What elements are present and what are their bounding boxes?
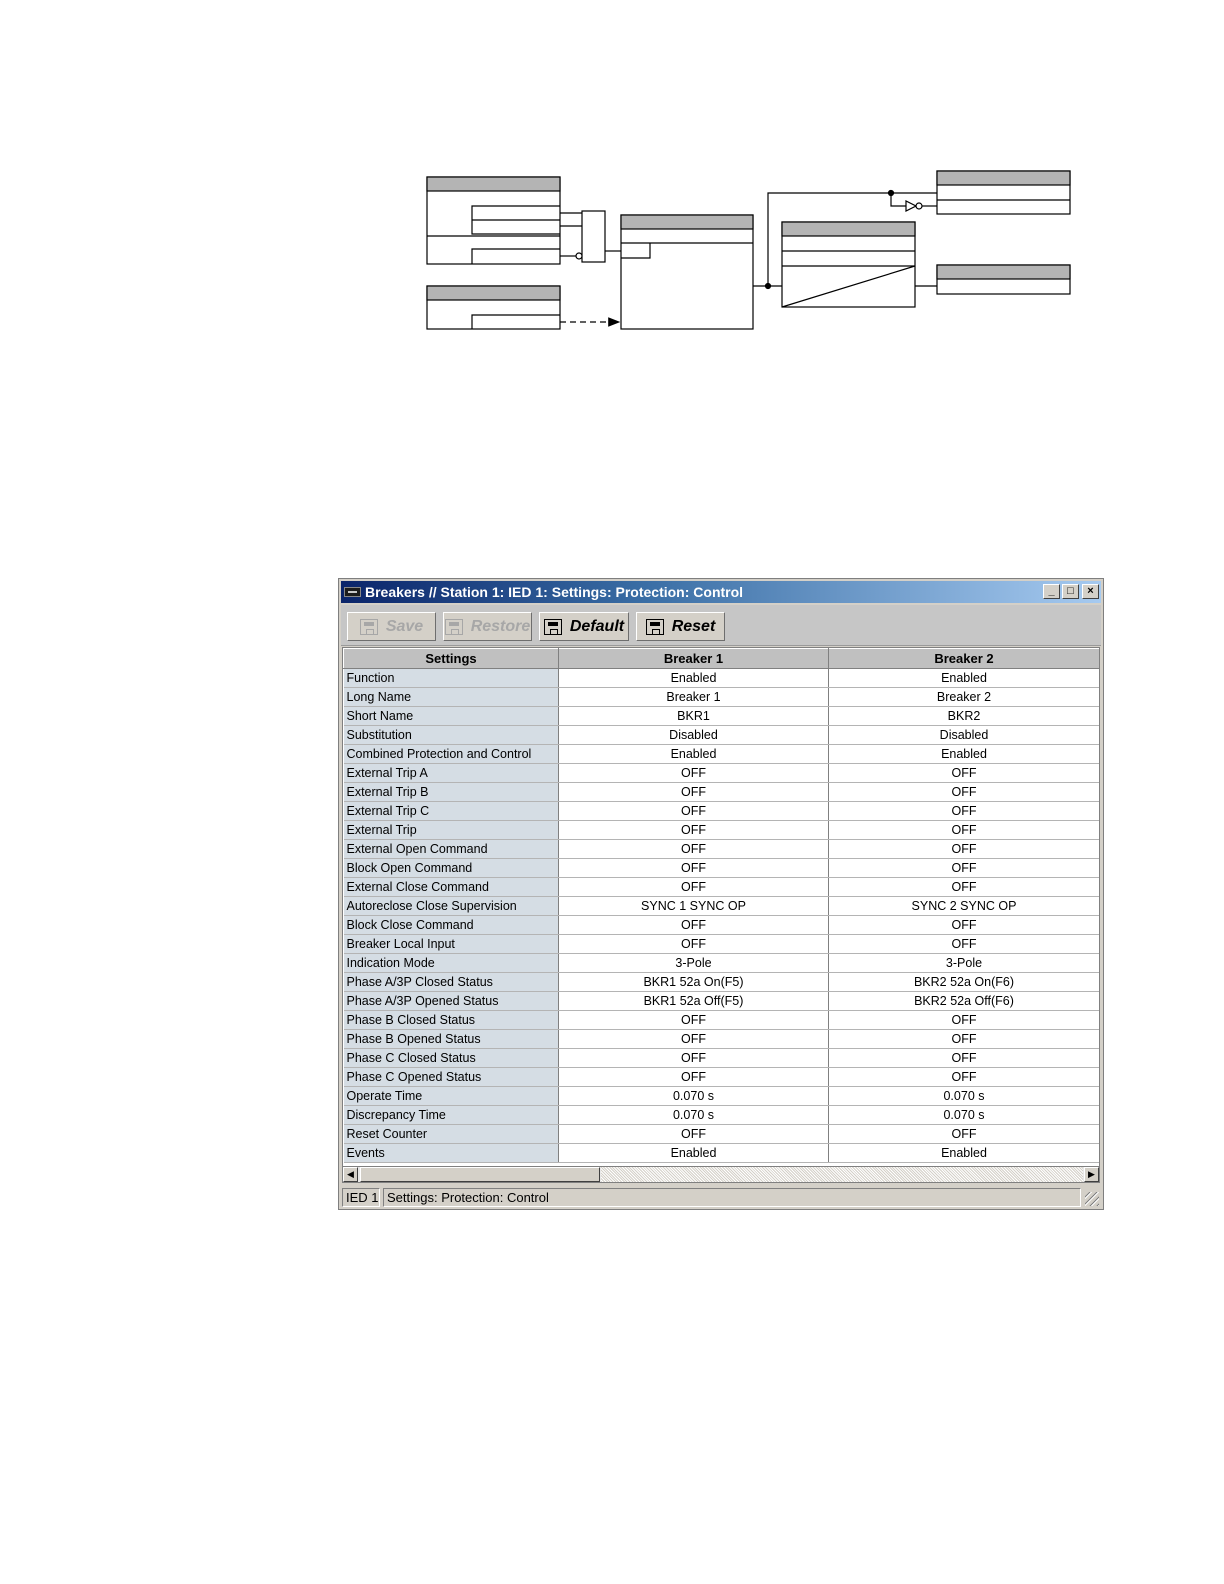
breaker-2-value-cell[interactable]: OFF (829, 1049, 1100, 1068)
breaker-1-value-cell[interactable]: OFF (559, 764, 829, 783)
setting-name-cell: Indication Mode (344, 954, 559, 973)
table-row[interactable] (344, 840, 1100, 859)
breaker-1-value-cell[interactable]: OFF (559, 878, 829, 897)
settings-window (338, 578, 1104, 1210)
breaker-1-value-cell[interactable]: 0.070 s (559, 1106, 829, 1125)
breaker-2-value-cell[interactable]: 0.070 s (829, 1106, 1100, 1125)
breaker-2-value-cell[interactable]: OFF (829, 859, 1100, 878)
setting-name-cell: Function (344, 669, 559, 688)
maximize-button[interactable]: □ (1062, 584, 1079, 599)
breaker-2-value-cell[interactable]: Enabled (829, 1144, 1100, 1163)
save-button[interactable] (347, 612, 436, 641)
setting-name-cell: Block Close Command (344, 916, 559, 935)
table-row[interactable] (344, 1030, 1100, 1049)
breaker-2-value-cell[interactable]: OFF (829, 802, 1100, 821)
breaker-1-value-cell[interactable]: OFF (559, 840, 829, 859)
setting-name-cell: Phase C Opened Status (344, 1068, 559, 1087)
reset-button[interactable] (636, 612, 725, 641)
horizontal-scrollbar[interactable] (342, 1166, 1100, 1183)
breaker-1-value-cell[interactable]: OFF (559, 916, 829, 935)
app-icon (344, 587, 361, 597)
table-row[interactable] (344, 935, 1100, 954)
table-row[interactable] (344, 954, 1100, 973)
breaker-1-value-cell[interactable]: Enabled (559, 669, 829, 688)
default-icon (544, 619, 562, 635)
breaker-2-value-cell[interactable]: Breaker 2 (829, 688, 1100, 707)
setting-name-cell: Phase A/3P Opened Status (344, 992, 559, 1011)
breaker-1-value-cell[interactable]: OFF (559, 859, 829, 878)
setting-name-cell: Discrepancy Time (344, 1106, 559, 1125)
breaker-2-value-cell[interactable]: OFF (829, 916, 1100, 935)
breaker-1-value-cell[interactable]: 0.070 s (559, 1087, 829, 1106)
breaker-1-value-cell[interactable]: OFF (559, 783, 829, 802)
breaker-2-value-cell[interactable]: OFF (829, 1068, 1100, 1087)
setting-name-cell: External Trip B (344, 783, 559, 802)
close-button[interactable]: × (1082, 584, 1099, 599)
settings-grid (342, 647, 1100, 1167)
table-row[interactable] (344, 821, 1100, 840)
breaker-2-value-cell[interactable]: OFF (829, 1011, 1100, 1030)
status-bar (341, 1186, 1101, 1208)
setting-name-cell: Reset Counter (344, 1125, 559, 1144)
breaker-1-value-cell[interactable]: OFF (559, 1030, 829, 1049)
table-row[interactable] (344, 745, 1100, 764)
setting-name-cell: External Trip C (344, 802, 559, 821)
breaker-2-value-cell[interactable]: Disabled (829, 726, 1100, 745)
breaker-1-value-cell[interactable]: Disabled (559, 726, 829, 745)
window-title: Breakers // Station 1: IED 1: Settings: Protection: Control (365, 584, 744, 600)
table-row[interactable] (344, 802, 1100, 821)
setting-name-cell: External Trip (344, 821, 559, 840)
reset-label: Reset (671, 617, 716, 635)
setting-name-cell: Phase A/3P Closed Status (344, 973, 559, 992)
breaker-1-value-cell[interactable]: OFF (559, 1049, 829, 1068)
table-row[interactable] (344, 1049, 1100, 1068)
breaker-1-value-cell[interactable]: OFF (559, 802, 829, 821)
column-header-breaker-2[interactable]: Breaker 2 (829, 649, 1100, 669)
table-row[interactable] (344, 1106, 1100, 1125)
table-header-row (344, 649, 1100, 669)
table-row[interactable] (344, 1144, 1100, 1163)
setting-name-cell: Short Name (344, 707, 559, 726)
breaker-1-value-cell[interactable]: 3-Pole (559, 954, 829, 973)
restore-icon (445, 619, 463, 635)
breaker-2-value-cell[interactable]: OFF (829, 1030, 1100, 1049)
breaker-1-value-cell[interactable]: OFF (559, 1068, 829, 1087)
table-row[interactable] (344, 1068, 1100, 1087)
toolbar (341, 605, 1101, 646)
table-row[interactable] (344, 764, 1100, 783)
breaker-2-value-cell[interactable]: OFF (829, 764, 1100, 783)
breaker-2-value-cell[interactable]: OFF (829, 783, 1100, 802)
table-row[interactable] (344, 992, 1100, 1011)
diagram-block-output-2 (937, 265, 1070, 294)
breaker-2-value-cell[interactable]: OFF (829, 935, 1100, 954)
table-row[interactable] (344, 688, 1100, 707)
diagram-block-output-1 (891, 171, 1070, 214)
breaker-1-value-cell[interactable]: BKR1 52a Off(F5) (559, 992, 829, 1011)
breaker-2-value-cell[interactable]: OFF (829, 1125, 1100, 1144)
setting-name-cell: Operate Time (344, 1087, 559, 1106)
breaker-2-value-cell[interactable]: OFF (829, 878, 1100, 897)
breaker-1-value-cell[interactable]: SYNC 1 SYNC OP (559, 897, 829, 916)
table-row[interactable] (344, 973, 1100, 992)
breaker-2-value-cell[interactable]: BKR2 52a Off(F6) (829, 992, 1100, 1011)
breaker-1-value-cell[interactable]: OFF (559, 1125, 829, 1144)
setting-name-cell: Phase B Opened Status (344, 1030, 559, 1049)
table-row[interactable] (344, 859, 1100, 878)
breaker-1-value-cell[interactable]: BKR1 52a On(F5) (559, 973, 829, 992)
breaker-2-value-cell[interactable]: BKR2 52a On(F6) (829, 973, 1100, 992)
setting-name-cell: Phase B Closed Status (344, 1011, 559, 1030)
breaker-2-value-cell[interactable]: SYNC 2 SYNC OP (829, 897, 1100, 916)
settings-table (343, 648, 1100, 1163)
default-label: Default (569, 617, 625, 635)
default-button[interactable] (539, 612, 629, 641)
restore-button[interactable] (443, 612, 532, 641)
table-row[interactable] (344, 878, 1100, 897)
setting-name-cell: Phase C Closed Status (344, 1049, 559, 1068)
setting-name-cell: Breaker Local Input (344, 935, 559, 954)
breaker-1-value-cell[interactable]: OFF (559, 821, 829, 840)
breaker-2-value-cell[interactable]: Enabled (829, 669, 1100, 688)
diagram-or-gate (560, 211, 621, 262)
table-row[interactable] (344, 1011, 1100, 1030)
table-row[interactable] (344, 916, 1100, 935)
column-header-breaker-1[interactable]: Breaker 1 (559, 649, 829, 669)
breaker-2-value-cell[interactable]: OFF (829, 821, 1100, 840)
diagram-block-input-1 (427, 177, 560, 264)
setting-name-cell: External Trip A (344, 764, 559, 783)
diagram-block-input-2 (427, 286, 619, 329)
breaker-1-value-cell[interactable]: Enabled (559, 1144, 829, 1163)
breaker-2-value-cell[interactable]: Enabled (829, 745, 1100, 764)
save-label: Save (385, 617, 424, 635)
breaker-2-value-cell[interactable]: OFF (829, 840, 1100, 859)
diagram-block-timer (782, 222, 937, 307)
setting-name-cell: Block Open Command (344, 859, 559, 878)
status-device: IED 1 (342, 1188, 380, 1207)
setting-name-cell: Combined Protection and Control (344, 745, 559, 764)
breaker-2-value-cell[interactable]: 3-Pole (829, 954, 1100, 973)
breaker-2-value-cell[interactable]: 0.070 s (829, 1087, 1100, 1106)
scroll-thumb[interactable] (360, 1167, 600, 1182)
scroll-right-arrow-icon[interactable]: ▶ (1084, 1167, 1099, 1182)
setting-name-cell: External Close Command (344, 878, 559, 897)
resize-grip-icon[interactable] (1085, 1192, 1099, 1206)
setting-name-cell: Events (344, 1144, 559, 1163)
scroll-left-arrow-icon[interactable]: ◀ (343, 1167, 358, 1182)
logic-diagram (0, 0, 1224, 360)
title-bar[interactable] (341, 581, 1101, 603)
breaker-1-value-cell[interactable]: OFF (559, 935, 829, 954)
settings-table-body (344, 669, 1100, 1163)
table-row[interactable] (344, 1087, 1100, 1106)
table-row[interactable] (344, 897, 1100, 916)
column-header-settings[interactable]: Settings (344, 649, 559, 669)
table-row[interactable] (344, 1125, 1100, 1144)
setting-name-cell: Substitution (344, 726, 559, 745)
breaker-1-value-cell[interactable]: Enabled (559, 745, 829, 764)
setting-name-cell: Autoreclose Close Supervision (344, 897, 559, 916)
save-icon (360, 619, 378, 635)
breaker-2-value-cell[interactable]: BKR2 (829, 707, 1100, 726)
breaker-1-value-cell[interactable]: OFF (559, 1011, 829, 1030)
table-row[interactable] (344, 783, 1100, 802)
status-path: Settings: Protection: Control (383, 1188, 1081, 1207)
reset-icon (646, 619, 664, 635)
restore-label: Restore (470, 617, 531, 635)
breaker-1-value-cell[interactable]: BKR1 (559, 707, 829, 726)
setting-name-cell: External Open Command (344, 840, 559, 859)
table-row[interactable] (344, 726, 1100, 745)
table-row[interactable] (344, 669, 1100, 688)
table-row[interactable] (344, 707, 1100, 726)
minimize-button[interactable]: _ (1043, 584, 1060, 599)
scroll-track[interactable] (601, 1167, 1083, 1182)
breaker-1-value-cell[interactable]: Breaker 1 (559, 688, 829, 707)
setting-name-cell: Long Name (344, 688, 559, 707)
